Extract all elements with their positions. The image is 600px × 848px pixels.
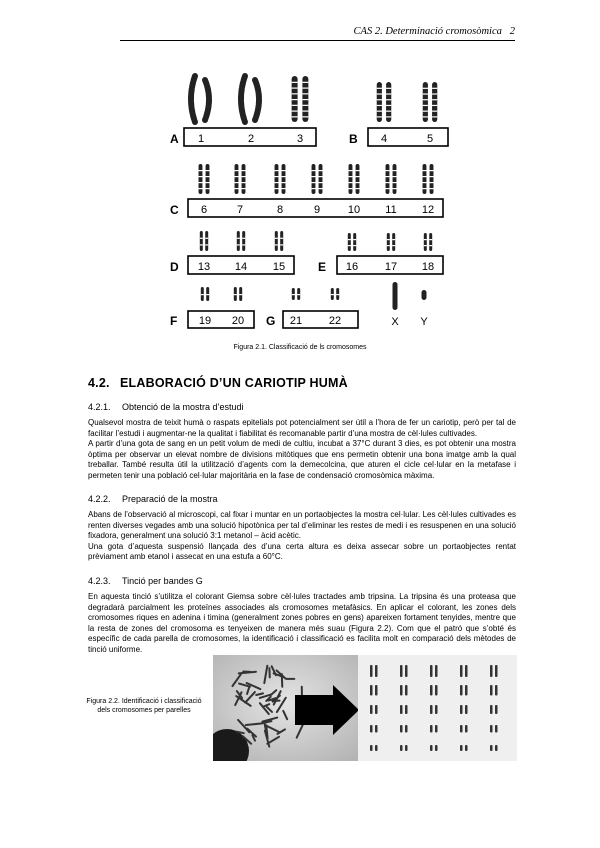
subsection-title: Tinció per bandes G (122, 576, 203, 586)
subsection-number: 4.2.1. (88, 402, 111, 412)
chromosome-band (199, 170, 203, 171)
chromosome-band (242, 176, 246, 177)
chromosome-band (429, 239, 432, 240)
karyogram-chromosome (405, 665, 408, 677)
chromosome-pair (423, 82, 438, 122)
chromosome (275, 231, 278, 251)
subsection-body-2 (88, 510, 516, 563)
chromosome (200, 231, 203, 251)
chromosome-band (199, 188, 203, 189)
chromosome-band (292, 82, 298, 83)
chromosome-band (348, 245, 351, 246)
figure-2-caption: Figura 2.2. Identificació i classificació dels cromosomes per parelles (86, 698, 202, 714)
chromosome-number: 10 (347, 204, 361, 216)
chromosome-band (432, 99, 437, 100)
chromosome-band (237, 244, 240, 245)
chromosome-band (242, 182, 246, 183)
chromosome-band (424, 245, 427, 246)
chromosome-pair (312, 164, 323, 194)
chromosome (206, 164, 210, 194)
chromosome-band (319, 188, 323, 189)
chromosome (199, 164, 203, 194)
karyogram-chromosome (430, 665, 433, 677)
chromosome (393, 282, 398, 310)
chromosome-band (423, 105, 428, 106)
chromosome-band (429, 245, 432, 246)
chromosome-pair (237, 231, 245, 251)
karyogram-chromosome (405, 725, 408, 733)
chromosome-pair (292, 76, 309, 122)
chromosome-band (319, 176, 323, 177)
chromosome-number: 1 (197, 133, 205, 145)
chromosome-band (275, 188, 279, 189)
chromosome (205, 231, 208, 251)
chromosome-band (237, 238, 240, 239)
chromosome-pair (387, 233, 395, 251)
karyogram-chromosome (460, 725, 463, 733)
karyogram-chromosome (375, 725, 378, 733)
chromosome-band (242, 244, 245, 245)
chromosome-band (275, 176, 279, 177)
chromosome-band (349, 188, 353, 189)
chromosome-pair (424, 233, 432, 251)
subsection-body-3 (88, 592, 516, 656)
chromosome-number: 5 (426, 133, 434, 145)
chromosome-band (387, 245, 390, 246)
chromosome-pair (423, 164, 434, 194)
chromosome (353, 233, 356, 251)
chromosome-band (386, 99, 391, 100)
chromosome (312, 164, 316, 194)
karyogram-chromosome (370, 665, 373, 677)
chromosome-band (423, 176, 427, 177)
chromosome-number: 11 (385, 204, 397, 216)
karyogram-chromosome (375, 745, 378, 751)
karyogram-chromosome (435, 685, 438, 696)
chromosome-band (423, 93, 428, 94)
chromosome-band (386, 105, 391, 106)
chromosome-band (235, 170, 239, 171)
chromosome (348, 233, 351, 251)
karyogram-chromosome (490, 665, 493, 677)
subsection-heading-1 (88, 402, 244, 412)
karyogram-chromosome (375, 705, 378, 714)
karyogram-chromosome (495, 685, 498, 696)
chromosome-band (353, 245, 356, 246)
chromosome-number: 22 (328, 315, 342, 327)
karyogram-chromosome (430, 725, 433, 733)
karyogram-chromosome (460, 685, 463, 696)
group-letter: F (170, 314, 178, 328)
subsection-number: 4.2.3. (88, 576, 111, 586)
chromosome (349, 164, 353, 194)
chromosome-band (199, 182, 203, 183)
chromosome-band (348, 239, 351, 240)
chromosome (275, 164, 279, 194)
chromosome-band (349, 176, 353, 177)
karyogram-chromosome (465, 745, 468, 751)
chromosome (387, 233, 390, 251)
chromosome-pair (200, 231, 208, 251)
karyogram-chromosome (370, 685, 373, 696)
chromosome-band (292, 99, 298, 100)
chromosome-band (386, 188, 390, 189)
chromosome-band (331, 294, 334, 295)
page-number: 2 (509, 26, 515, 37)
chromosome-group-e (318, 233, 443, 274)
chromosome-pair (275, 164, 286, 194)
sex-chromosome-x (391, 282, 399, 328)
chromosome-band (206, 170, 210, 171)
chromosome-band (423, 111, 428, 112)
chromosome-band (386, 176, 390, 177)
chromosome-band (206, 182, 210, 183)
chromosome-band (242, 170, 246, 171)
chromosome-number: 2 (247, 133, 255, 145)
chromosome-band (430, 182, 434, 183)
chromosome-band (312, 182, 316, 183)
chromosome (241, 76, 245, 122)
chromosome-band (356, 176, 360, 177)
chromosome-number: 6 (200, 204, 208, 216)
paragraph: A partir d’una gota de sang en un petit volum de medi de cultiu, incubat a 37°C durant 3 dies, es pot obtenir una mostra òptima per observar un elevat nombre de divisions mitòtiques que ens permetin obtenir una bona imatge amb la qual treballar. També resulta útil la utilització d’agents com la demecolcina, que aturen el cicle cel·lular en la metafase i permeten tenir una població cel·lular majoritària en la fase de condensació cromosòmica màxima. (88, 439, 516, 480)
chromosome-number: 14 (234, 261, 248, 273)
chromosome-pair (235, 164, 246, 194)
chromosome-band (234, 294, 237, 295)
karyogram-chromosome (465, 685, 468, 696)
section-title: ELABORACIÓ D’UN CARIOTIP HUMÀ (120, 376, 348, 390)
chromosome (282, 164, 286, 194)
chromosome-pair (331, 288, 339, 300)
chromosome-band (302, 88, 308, 89)
karyogram-chromosome (430, 705, 433, 714)
karyogram-chromosome (495, 725, 498, 733)
running-title: CAS 2. Determinació cromosòmica (353, 26, 502, 37)
chromosome-band (275, 182, 279, 183)
chromosome-pair (292, 288, 300, 300)
chromosome-band (302, 93, 308, 94)
chromosome-band (206, 188, 210, 189)
chromosome-number: 13 (197, 261, 211, 273)
chromosome-band (432, 93, 437, 94)
chromosome (242, 231, 245, 251)
chromosome (319, 164, 323, 194)
chromosome-band (235, 188, 239, 189)
chromosome (191, 76, 195, 122)
sex-chromosome-label: X (391, 316, 399, 328)
karyogram-chromosome (430, 685, 433, 696)
chromosome-number: 3 (296, 133, 304, 145)
chromosome-pair (377, 82, 392, 122)
chromosome (255, 80, 259, 120)
subsection-title: Obtenció de la mostra d’estudi (122, 402, 244, 412)
chromosome-number: 12 (421, 204, 435, 216)
chromosome-band (312, 188, 316, 189)
karyogram-chromosome (460, 745, 463, 751)
subsection-heading-3 (88, 576, 203, 586)
chromosome-band (235, 182, 239, 183)
chromosome-number: 15 (272, 261, 286, 273)
chromosome-band (282, 188, 286, 189)
chromosome-band (386, 88, 391, 89)
karyogram-chromosome (460, 665, 463, 677)
subsection-heading-2 (88, 494, 218, 504)
chromosome-band (377, 111, 382, 112)
chromosome-band (393, 170, 397, 171)
karyogram-chromosome (375, 685, 378, 696)
karyogram-chromosome (490, 725, 493, 733)
chromosome-number: 20 (231, 315, 245, 327)
paragraph: Qualsevol mostra de teixit humà o raspats epitelials pot potencialment ser útil a l’hora de fer un cariotip, però per tal de facilitar l’estudi i augmentar-ne la qualitat i fiabilitat és recomanable partir d’una mostra de cèl·lules cultivades. (88, 418, 516, 438)
karyogram-chromosome (465, 725, 468, 733)
chromosome-band (423, 116, 428, 117)
chromosome-band (356, 170, 360, 171)
chromosome-band (430, 188, 434, 189)
chromosome-band (282, 170, 286, 171)
chromosome (242, 164, 246, 194)
chromosome-number: 4 (380, 133, 388, 145)
section-heading (88, 376, 348, 390)
karyogram-chromosome (460, 705, 463, 714)
chromosome-band (392, 245, 395, 246)
karyogram-chromosome (405, 745, 408, 751)
chromosome-band (275, 244, 278, 245)
karyogram-image (358, 655, 517, 761)
karyogram-chromosome (435, 665, 438, 677)
karyogram-chromosome (495, 705, 498, 714)
chromosome-number: 9 (313, 204, 321, 216)
chromosome-band (432, 116, 437, 117)
chromosome-band (377, 88, 382, 89)
chromosome-pair (386, 164, 397, 194)
chromosome (386, 164, 390, 194)
chromosome-number: 21 (289, 315, 303, 327)
chromosome-band (319, 170, 323, 171)
chromosome-band (349, 182, 353, 183)
chromosome (424, 233, 427, 251)
chromosome-band (377, 93, 382, 94)
chromosome-band (386, 93, 391, 94)
chromosome-band (280, 244, 283, 245)
chromosome-band (430, 176, 434, 177)
chromosome-band (424, 239, 427, 240)
chromosome-pair (241, 76, 259, 122)
chromosome-band (302, 105, 308, 106)
chromosome-band (312, 176, 316, 177)
chromosome-band (282, 182, 286, 183)
chromosome-band (302, 99, 308, 100)
chromosome-band (377, 105, 382, 106)
karyogram-chromosome (405, 705, 408, 714)
chromosome-band (386, 182, 390, 183)
chromosome-band (205, 244, 208, 245)
chromosome-band (275, 170, 279, 171)
chromosome-band (430, 170, 434, 171)
chromosome-band (239, 294, 242, 295)
subsection-number: 4.2.2. (88, 494, 111, 504)
chromosome-pair (201, 287, 209, 301)
chromosome-band (297, 294, 300, 295)
group-letter: C (170, 203, 179, 217)
chromosome-band (432, 88, 437, 89)
section-number: 4.2. (88, 376, 110, 390)
chromosome-band (336, 294, 339, 295)
chromosome-band (292, 111, 298, 112)
karyogram-chromosome (370, 725, 373, 733)
chromosome-group-g (266, 288, 358, 328)
chromosome-band (302, 116, 308, 117)
karyogram-chromosome (435, 705, 438, 714)
karyogram-chromosome (465, 665, 468, 677)
chromosome-number: 19 (198, 315, 212, 327)
chromosome (423, 164, 427, 194)
karyogram-chromosome (375, 665, 378, 677)
sex-chromosome-label: Y (420, 316, 428, 328)
chromosome-group-a (170, 76, 316, 146)
chromosome-band (393, 176, 397, 177)
chromosome (280, 231, 283, 251)
karyogram-chromosome (490, 685, 493, 696)
sex-chromosome-y (420, 290, 428, 328)
karyogram-chromosome (495, 665, 498, 677)
chromosome-pair (348, 233, 356, 251)
chromosome-band (302, 82, 308, 83)
chromosome-band (356, 188, 360, 189)
chromosome-band (242, 188, 246, 189)
group-letter: G (266, 314, 276, 328)
chromosome-band (292, 105, 298, 106)
chromosome-band (275, 238, 278, 239)
karyogram-chromosome (435, 745, 438, 751)
chromosome-band (387, 239, 390, 240)
chromosome-band (423, 170, 427, 171)
chromosome-band (393, 188, 397, 189)
chromosome-band (292, 93, 298, 94)
karyogram-chromosome (400, 665, 403, 677)
chromosome-band (432, 111, 437, 112)
group-letter: E (318, 260, 327, 274)
chromosome-band (206, 176, 210, 177)
chromosome (356, 164, 360, 194)
karyogram-chromosome (370, 705, 373, 714)
karyogram-chromosome (400, 725, 403, 733)
chromosome-pair (199, 164, 210, 194)
chromosome-group-f (170, 287, 254, 328)
chromosome-band (242, 238, 245, 239)
chromosome (422, 290, 427, 300)
chromosome-pair (191, 76, 209, 122)
chromosome (392, 233, 395, 251)
chromosome-band (302, 111, 308, 112)
chromosome-pair (234, 287, 242, 301)
chromosome (205, 80, 209, 120)
karyotype-figure (0, 0, 600, 340)
chromosome (393, 164, 397, 194)
chromosome-band (292, 116, 298, 117)
group-letter: D (170, 260, 179, 274)
karyogram-chromosome (490, 745, 493, 751)
chromosome-band (353, 239, 356, 240)
paragraph: Una gota d’aquesta suspensió llançada des d’una certa altura es deixa assecar sobre un portaobjectes rentat prèviament amb etanol i assecat en una estufa a 60°C. (88, 541, 516, 562)
karyogram-chromosome (430, 745, 433, 751)
chromosome-band (292, 88, 298, 89)
chromosome-group-c (170, 164, 443, 217)
chromosome-band (235, 176, 239, 177)
chromosome-band (349, 170, 353, 171)
karyogram-chromosome (400, 745, 403, 751)
chromosome-band (432, 105, 437, 106)
chromosome-number: 7 (236, 204, 244, 216)
chromosome-band (206, 294, 209, 295)
paragraph: Abans de l’observació al microscopi, cal fixar i muntar en un portaobjectes la mostra cel·lular. Les cèl·lules cultivades es renten diverses vegades amb una solució hipotònica per tal d’eliminar les restes de medi i es resuspenen en una solució fixadora, generalment una solució 3:1 metanol – àcid acètic. (88, 510, 516, 541)
chromosome-band (292, 294, 295, 295)
group-letter: B (349, 132, 358, 146)
chromosome-band (280, 238, 283, 239)
chromosome-group-b (349, 82, 448, 146)
chromosome-pair (275, 231, 283, 251)
subsection-title: Preparació de la mostra (122, 494, 218, 504)
chromosome-band (377, 99, 382, 100)
chromosome-band (377, 116, 382, 117)
group-letter: A (170, 132, 179, 146)
chromosome-band (423, 88, 428, 89)
chromosome-band (386, 170, 390, 171)
metaphase-spread-image (213, 655, 359, 761)
chromosome-band (319, 182, 323, 183)
chromosome-group-d (170, 231, 294, 274)
chromosome-band (386, 116, 391, 117)
chromosome (430, 164, 434, 194)
chromosome-band (386, 111, 391, 112)
chromosome (235, 164, 239, 194)
chromosome-number: 18 (421, 261, 435, 273)
chromosome-band (200, 244, 203, 245)
chromosome-band (356, 182, 360, 183)
chromosome-number: 17 (384, 261, 398, 273)
karyogram-chromosome (495, 745, 498, 751)
chromosome-pair (349, 164, 360, 194)
karyogram-chromosome (435, 725, 438, 733)
chromosome-band (423, 182, 427, 183)
chromosome (429, 233, 432, 251)
chromosome-band (199, 176, 203, 177)
karyogram-chromosome (400, 705, 403, 714)
chromosome-band (423, 99, 428, 100)
chromosome-band (282, 176, 286, 177)
figure-1-caption: Figura 2.1. Classificació de ls cromosomes (233, 344, 367, 351)
chromosome-band (201, 294, 204, 295)
subsection-body-1 (88, 418, 516, 482)
chromosome-band (392, 239, 395, 240)
chromosome (237, 231, 240, 251)
chromosome-band (200, 238, 203, 239)
chromosome-number: 8 (276, 204, 284, 216)
chromosome-band (205, 238, 208, 239)
paragraph: En aquesta tinció s’utilitza el colorant Giemsa sobre cèl·lules tractades amb tripsina. La tripsina és una proteasa que degradarà parcialment les proteïnes associades als cromosomes metafàsics. En aplicar el colorant, les zones dels cromosomes riques en adenina i timina (generalment zones pobres en gens) apareixen fortament tenyides, mentre que la resta de zones del cromosoma es tenyeixen de manera més suau (Figura 2.2). Com que el patró que s’obté és específic de cada parella de cromosomes, la identificació i classificació es facilita molt en comparació dels mètodes de tinció uniforme. (88, 592, 516, 654)
chromosome-number: 16 (345, 261, 359, 273)
karyogram-chromosome (490, 705, 493, 714)
karyogram-chromosome (370, 745, 373, 751)
karyogram-chromosome (465, 705, 468, 714)
karyogram-chromosome (405, 685, 408, 696)
chromosome-band (423, 188, 427, 189)
karyogram-chromosome (400, 685, 403, 696)
chromosome-band (312, 170, 316, 171)
chromosome-band (393, 182, 397, 183)
